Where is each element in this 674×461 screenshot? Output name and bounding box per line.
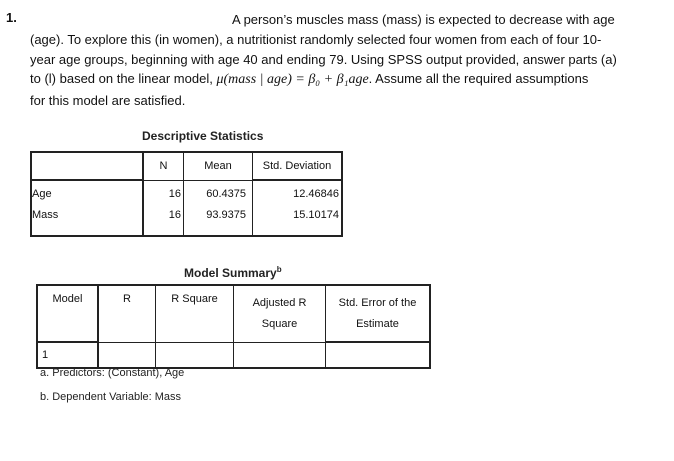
header-line-1: Std. Error of the [338,297,417,309]
cell-mass-n: 16 [143,207,184,236]
descriptive-statistics-title: Descriptive Statistics [142,129,264,143]
header-line-1: Adjusted R [252,297,307,309]
descriptive-statistics-table [30,151,343,237]
row-label-mass: Mass [31,207,143,236]
table-row [31,180,342,207]
model-summary-footnote-mark: b [276,265,282,274]
model-summary-table [36,284,431,369]
question-line-3: year age groups, beginning with age 40 and ending 79. Using SPSS output provided, answer parts (a) [30,52,617,67]
model-summary-title [184,265,282,280]
column-header-std-error [326,285,431,342]
cell-adjusted-r-square [234,342,326,368]
cell-std-error [326,342,431,368]
cell-age-n: 16 [143,180,184,207]
question-line-4-start: to (l) based on the linear model, [30,71,213,86]
column-header-std-deviation: Std. Deviation [253,152,343,180]
question-line-4-end: . Assume all the required assumptions [368,71,589,86]
column-header-model-text: Model [52,293,83,305]
table-row [37,342,430,368]
cell-mass-sd: 15.10174 [253,207,343,236]
cell-age-sd: 12.46846 [253,180,343,207]
table-row [31,207,342,236]
question-line-1: A person’s muscles mass (mass) is expected to decrease with age [232,12,615,27]
question-number: 1. [6,10,17,25]
question-line-2: (age). To explore this (in women), a nutritionist randomly selected four women from each of four 10- [30,32,602,47]
footnote-a: a. Predictors: (Constant), Age [40,367,185,379]
header-line-2: Estimate [356,318,399,330]
footnote-b: b. Dependent Variable: Mass [40,391,182,403]
table-corner-cell [31,152,143,180]
cell-mass-mean: 93.9375 [184,207,253,236]
cell-model-1: 1 [37,342,98,368]
cell-r [98,342,156,368]
model-formula: μ(mass | age) = β₀ + β₁age [216,72,369,87]
model-summary-title-text: Model Summary [184,266,277,280]
column-header-mean: Mean [184,152,253,180]
cell-r-square [156,342,234,368]
question-line-4 [30,69,588,90]
column-header-n: N [143,152,184,180]
column-header-r-square: R Square [156,285,234,342]
column-header-adjusted-r-square [234,285,326,342]
header-line-2: Square [261,318,298,330]
question-line-5: for this model are satisfied. [30,93,186,108]
column-header-r: R [98,285,156,342]
cell-age-mean: 60.4375 [184,180,253,207]
row-label-age: Age [31,180,143,207]
column-header-model [37,285,98,342]
